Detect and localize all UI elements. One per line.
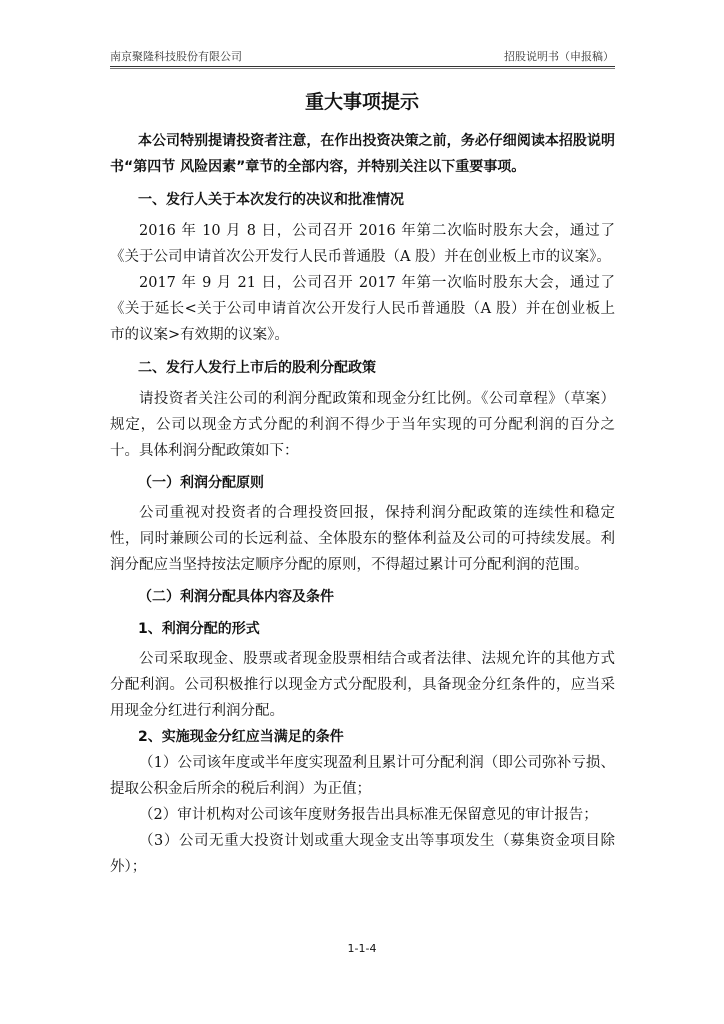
section1-paragraph-1: 2016 年 10 月 8 日，公司召开 2016 年第二次临时股东大会，通过了《关于公司申请首次公开发行人民币普通股（A 股）并在创业板上市的议案》。: [110, 223, 615, 265]
header-rule: [110, 66, 615, 67]
section1-paragraph-2: 2017 年 9 月 21 日，公司召开 2017 年第一次临时股东大会，通过了《关于延长<关于公司申请首次公开发行人民币普通股（A 股）并在创业板上市的议案>有效期的议案》。: [110, 275, 615, 343]
item1-paragraph: 公司采取现金、股票或者现金股票相结合或者法律、法规允许的其他方式分配利润。公司积极推行以现金方式分配股利，具备现金分红条件的，应当采用现金分红进行利润分配。: [110, 651, 615, 719]
section2-paragraph-1: 请投资者关注公司的利润分配政策和现金分红比例。《公司章程》（草案）规定，公司以现金方式分配的利润不得少于当年实现的可分配利润的百分之十。具体利润分配政策如下：: [110, 391, 615, 459]
page-number: 1-1-4: [347, 942, 377, 955]
section-heading-2: 二、发行人发行上市后的股利分配政策: [138, 360, 376, 376]
subsection1-paragraph: 公司重视对投资者的合理投资回报，保持利润分配政策的连续性和稳定性，同时兼顾公司的长远利益、全体股东的整体利益及公司的可持续发展。利润分配应当坚持按法定顺序分配的原则，不得超过累计可分配利润的范围。: [110, 505, 615, 573]
condition-2: （2）审计机构对公司该年度财务报告出具标准无保留意见的审计报告；: [139, 807, 598, 823]
subsection-heading-1: （一）利润分配原则: [138, 475, 264, 491]
header-company-name: 南京聚隆科技股份有限公司: [110, 50, 242, 63]
intro-paragraph: 本公司特别提请投资者注意，在作出投资决策之前，务必仔细阅读本招股说明书“第四节 风险因素”章节的全部内容，并特别关注以下重要事项。: [110, 133, 615, 175]
condition-1: （1）公司该年度或半年度实现盈利且累计可分配利润（即公司弥补亏损、提取公积金后所余的税后利润）为正值；: [110, 755, 615, 797]
item-heading-1: 1、利润分配的形式: [138, 621, 260, 637]
header-rule-thin: [110, 68, 615, 69]
header-document-type: 招股说明书（申报稿）: [504, 50, 614, 63]
document-body: [110, 128, 615, 880]
page-title: 重大事项提示: [304, 91, 419, 113]
subsection-heading-2: （二）利润分配具体内容及条件: [138, 589, 334, 605]
section-heading-1: 一、发行人关于本次发行的决议和批准情况: [138, 192, 404, 208]
condition-3: （3）公司无重大投资计划或重大现金支出等事项发生（募集资金项目除外）；: [110, 833, 615, 875]
item-heading-2: 2、实施现金分红应当满足的条件: [138, 729, 344, 745]
